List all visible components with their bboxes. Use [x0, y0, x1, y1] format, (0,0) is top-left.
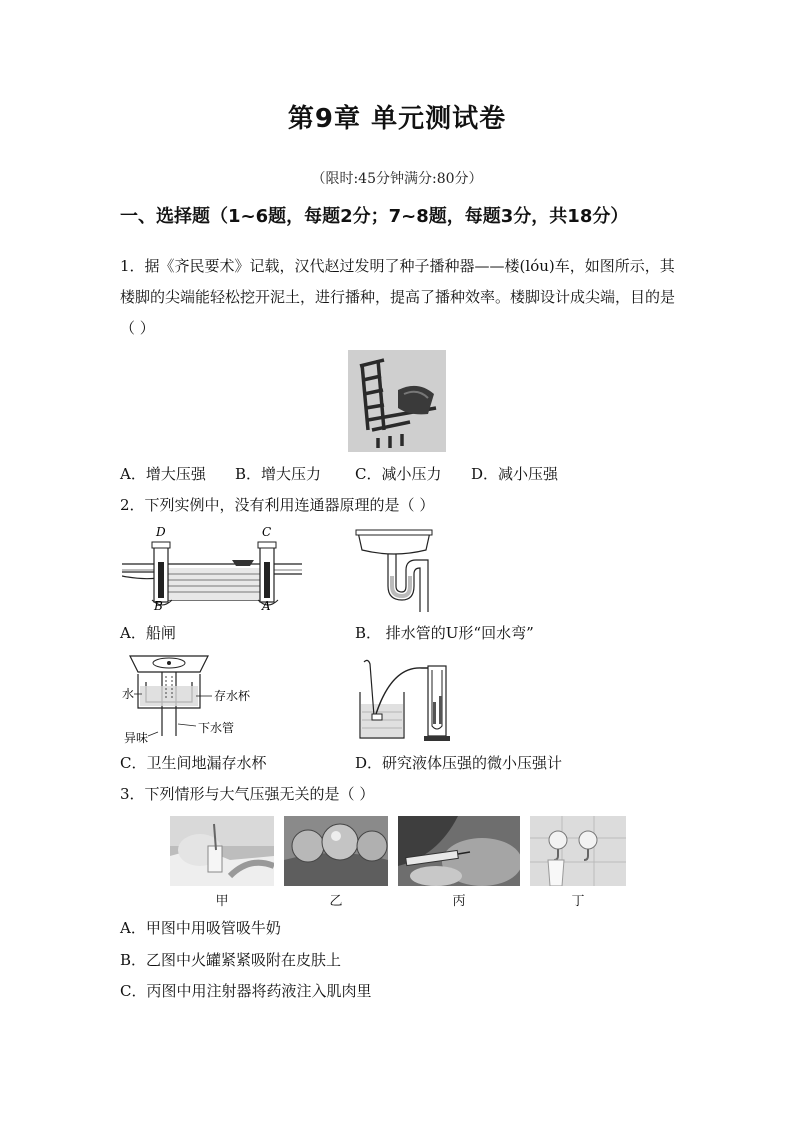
section-heading: 一、选择题（1~6题，每题2分；7~8题，每题3分，共18分）	[120, 206, 629, 227]
q3-option-a[interactable]: A．甲图中用吸管吸牛奶	[120, 919, 281, 937]
photo-suction-hook	[530, 816, 626, 886]
question-3-stem: 3．下列情形与大气压强无关的是（ ）	[120, 785, 375, 803]
q2-option-c[interactable]: C．卫生间地漏存水杯	[120, 754, 267, 772]
page-subtitle: （限时:45分钟满分:80分）	[311, 171, 483, 187]
q1-option-a[interactable]: A．增大压强	[120, 465, 206, 483]
drain-label-pipe: 下水管	[198, 721, 235, 735]
floor-drain-diagram	[120, 652, 270, 744]
manometer-diagram	[352, 656, 462, 744]
question-2-stem: 2．下列实例中，没有利用连通器原理的是（ ）	[120, 496, 435, 514]
drain-label-water: 水	[122, 687, 135, 701]
lock-label-a: A	[262, 599, 271, 612]
question-1-stem: 1．据《齐民要术》记载，汉代赵过发明了种子播种器——楼(lóu)车，如图所示，其楼脚的尖端能轻松挖开泥土，进行播种，提高了播种效率。楼脚设计成尖端，目的是（ ）	[120, 257, 676, 337]
q3-option-b[interactable]: B．乙图中火罐紧紧吸附在皮肤上	[120, 951, 342, 969]
caption-ding: 丁	[571, 894, 585, 909]
caption-yi: 乙	[329, 894, 343, 909]
q2-option-d[interactable]: D．研究液体压强的微小压强计	[355, 754, 563, 772]
caption-bing: 丙	[452, 894, 466, 909]
drain-label-smell: 异味	[124, 731, 149, 744]
q1-option-d[interactable]: D．减小压强	[471, 465, 559, 483]
photo-straw-milk	[170, 816, 274, 886]
photo-injection	[398, 816, 520, 886]
lock-label-c: C	[262, 525, 272, 539]
q2-option-a[interactable]: A．船闸	[120, 624, 176, 642]
u-trap-diagram	[354, 528, 434, 612]
caption-jia: 甲	[215, 894, 229, 909]
q1-option-b[interactable]: B．增大压力	[235, 465, 322, 483]
page-title: 第9章 单元测试卷	[287, 104, 507, 134]
drain-label-cup: 存水杯	[214, 689, 251, 703]
ship-lock-diagram	[122, 524, 302, 612]
q1-option-c[interactable]: C．减小压力	[355, 465, 442, 483]
lock-label-b: B	[154, 599, 163, 612]
lock-label-d: D	[156, 525, 166, 539]
seed-drill-image	[348, 350, 446, 452]
q3-option-c[interactable]: C．丙图中用注射器将药液注入肌肉里	[120, 982, 372, 1000]
q2-option-b[interactable]: B． 排水管的U形“回水弯”	[355, 624, 534, 642]
photo-cupping	[284, 816, 388, 886]
